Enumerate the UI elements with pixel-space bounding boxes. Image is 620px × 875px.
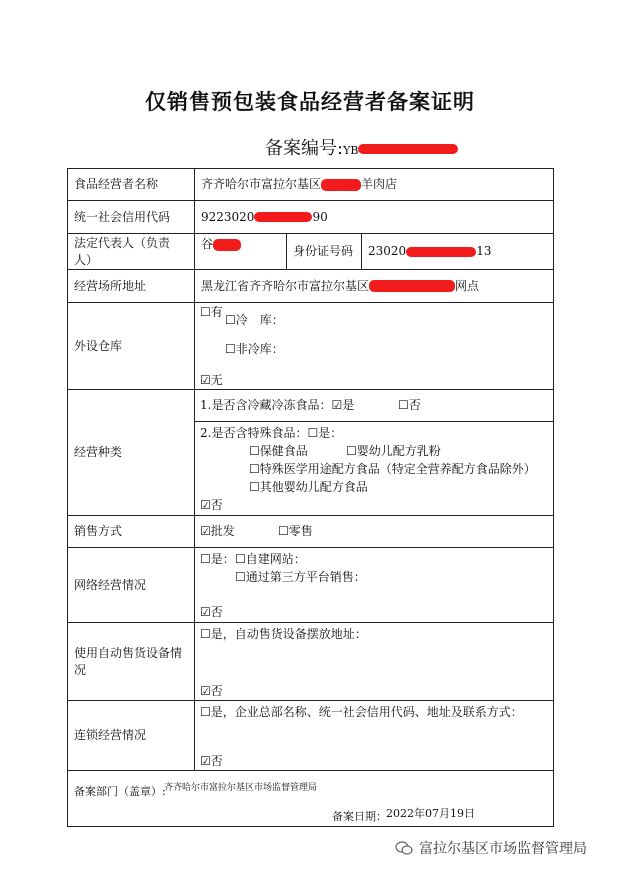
sales-mode-label: 销售方式 (68, 516, 195, 548)
row-warehouse (68, 303, 554, 390)
third-party-platform-checkbox[interactable]: ☐通过第三方平台销售： (235, 570, 366, 584)
row-footer (68, 771, 554, 827)
cold-food-yes-checkbox[interactable]: 1.是否含冷藏冷冻食品：☑是 (200, 398, 355, 412)
row-business-type-1 (68, 390, 554, 422)
watermark-text: 富拉尔基区市场监督管理局 (419, 841, 587, 857)
id-number-prefix: 23020 (368, 244, 407, 258)
certificate-table (67, 168, 554, 827)
redaction-mark (358, 144, 458, 154)
warehouse-no-checkbox[interactable]: ☑无 (200, 373, 223, 387)
dept-label: 备案部门（盖章）: (74, 785, 166, 798)
special-food-no-checkbox[interactable]: ☑否 (200, 498, 223, 512)
operator-name-value (195, 169, 554, 201)
legal-rep-prefix: 谷 (201, 237, 214, 251)
vending-yes-checkbox[interactable]: ☐是，自动售货设备摆放地址： (200, 627, 367, 641)
address-suffix: 网点 (455, 278, 480, 293)
credit-code-suffix: 90 (312, 209, 328, 224)
chain-no-checkbox[interactable]: ☑否 (200, 754, 223, 768)
special-food-yes-checkbox[interactable]: 2.是否含特殊食品：☐是： (200, 426, 343, 440)
address-label: 经营场所地址 (68, 270, 195, 303)
vending-label: 使用自动售货设备情况 (68, 623, 195, 701)
row-operator-name (68, 169, 554, 201)
business-type-q1 (195, 390, 554, 422)
online-label: 网络经营情况 (68, 548, 195, 623)
row-address (68, 270, 554, 303)
warehouse-yes-checkbox[interactable]: ☐有 (200, 305, 223, 319)
address-value (195, 270, 554, 303)
warehouse-options (195, 303, 554, 390)
legal-rep-label: 法定代表人（负责人） (68, 234, 195, 270)
id-number-label: 身份证号码 (287, 234, 362, 270)
row-vending (68, 623, 554, 701)
online-yes-checkbox[interactable]: ☐是： (200, 552, 235, 566)
record-number-prefix: YB (343, 144, 359, 157)
document-title: 仅销售预包装食品经营者备案证明 (145, 90, 475, 114)
record-number-label: 备案编号: (265, 138, 344, 159)
health-food-checkbox[interactable]: ☐保健食品 (249, 444, 308, 458)
redaction-mark (254, 212, 312, 222)
warehouse-label: 外设仓库 (68, 303, 195, 390)
credit-code-label: 统一社会信用代码 (68, 201, 195, 234)
chain-options (195, 701, 554, 771)
operator-name-suffix: 羊肉店 (361, 177, 398, 191)
medical-formula-checkbox[interactable]: ☐特殊医学用途配方食品（特定全营养配方食品除外） (249, 462, 536, 476)
wholesale-checkbox[interactable]: ☑批发 (200, 524, 235, 538)
chain-yes-checkbox[interactable]: ☐是，企业总部名称、统一社会信用代码、地址及联系方式： (200, 705, 523, 719)
redaction-mark (321, 179, 361, 191)
id-number-value (362, 234, 554, 270)
other-infant-formula-checkbox[interactable]: ☐其他婴幼儿配方食品 (249, 480, 368, 494)
business-type-label: 经营种类 (68, 390, 195, 516)
own-website-checkbox[interactable]: ☐自建网站： (235, 552, 306, 566)
infant-formula-checkbox[interactable]: ☐婴幼儿配方乳粉 (346, 444, 441, 458)
operator-name-label: 食品经营者名称 (68, 169, 195, 201)
date-value: 2022年07月19日 (386, 807, 475, 820)
row-online (68, 548, 554, 623)
watermark (395, 838, 587, 858)
online-options (195, 548, 554, 623)
sales-mode-options (195, 516, 554, 548)
operator-name-prefix: 齐齐哈尔市富拉尔基区 (201, 177, 322, 191)
record-number (265, 134, 458, 160)
credit-code-value (195, 201, 554, 234)
redaction-mark (213, 239, 241, 251)
redaction-mark (369, 280, 455, 292)
chain-label: 连锁经营情况 (68, 701, 195, 771)
legal-rep-value (195, 234, 287, 270)
retail-checkbox[interactable]: ☐零售 (278, 524, 313, 538)
row-legal-rep (68, 234, 554, 270)
business-type-q2 (195, 422, 554, 516)
footer-cell (68, 771, 554, 827)
date-label: 备案日期： (332, 810, 387, 823)
dept-name: 齐齐哈尔市富拉尔基区市场监督管理局 (164, 783, 318, 793)
warehouse-noncold-checkbox[interactable]: ☐非冷库： (225, 342, 284, 356)
wechat-icon (395, 841, 413, 855)
row-credit-code (68, 201, 554, 234)
redaction-mark (406, 247, 476, 257)
vending-options (195, 623, 554, 701)
row-chain (68, 701, 554, 771)
cold-food-no-checkbox[interactable]: ☐否 (398, 398, 421, 412)
row-sales-mode (68, 516, 554, 548)
address-prefix: 黑龙江省齐齐哈尔市富拉尔基区 (201, 278, 370, 293)
warehouse-cold-checkbox[interactable]: ☐冷 库： (225, 313, 284, 327)
id-number-suffix: 13 (476, 244, 492, 258)
vending-no-checkbox[interactable]: ☑否 (200, 684, 223, 698)
online-no-checkbox[interactable]: ☑否 (200, 605, 223, 619)
credit-code-prefix: 9223020 (201, 209, 255, 224)
